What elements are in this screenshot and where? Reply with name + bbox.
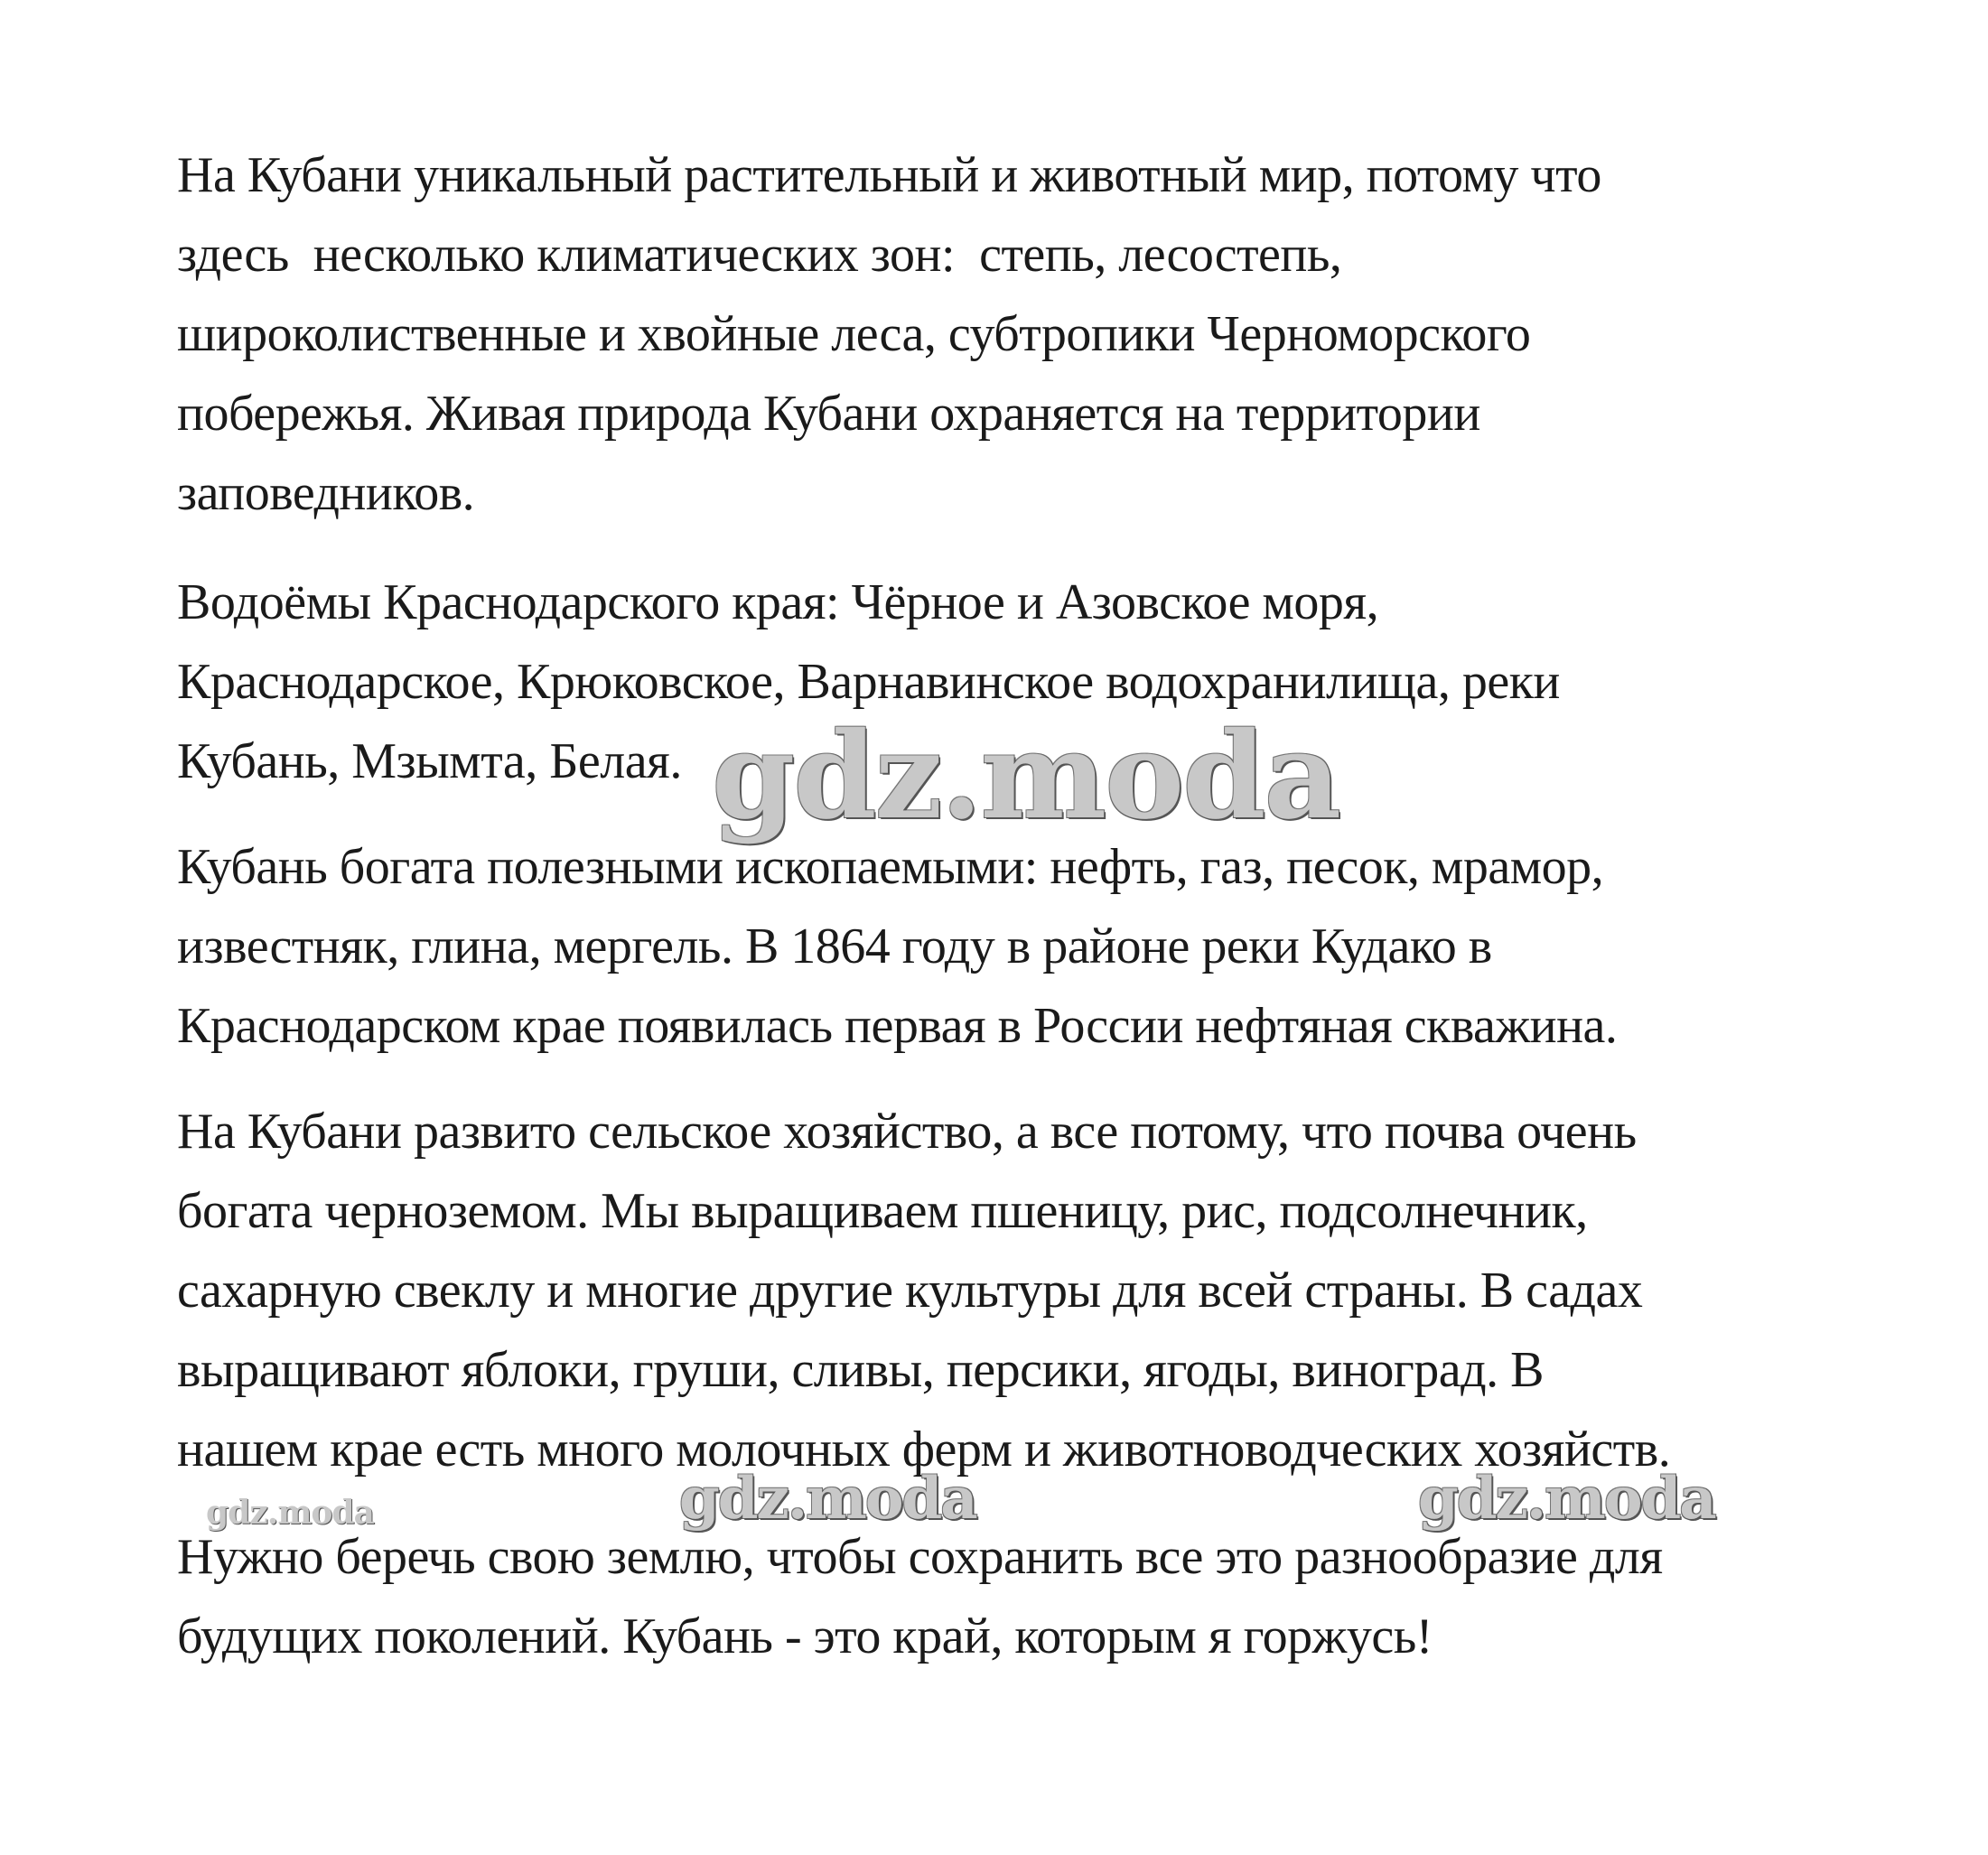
paragraph-line: выращивают яблоки, груши, сливы, персики, ягоды, виноград. В — [177, 1342, 1544, 1398]
paragraph-line: Краснодарском крае появилась первая в России нефтяная скважина. — [177, 998, 1618, 1054]
paragraph-line: На Кубани развито сельское хозяйство, а все потому, что почва очень — [177, 1104, 1637, 1160]
paragraph-line: На Кубани уникальный растительный и животный мир, потому что — [177, 147, 1601, 203]
paragraph-line: Водоёмы Краснодарского края: Чёрное и Азовское моря, — [177, 574, 1379, 630]
paragraph-line: Нужно беречь свою землю, чтобы сохранить все это разнообразие для — [177, 1529, 1663, 1585]
watermark-small-left: gdz.moda — [206, 1494, 374, 1532]
paragraph-conclusion — [177, 1517, 1893, 1676]
watermark-center: gdz.moda — [679, 1465, 976, 1533]
paragraph-line: заповедников. — [177, 465, 475, 521]
paragraph-line: сахарную свеклу и многие другие культуры для всей страны. В садах — [177, 1263, 1643, 1319]
watermark-large: gdz.moda — [712, 706, 1340, 846]
paragraph-minerals — [177, 827, 1893, 1066]
paragraph-line: широколиственные и хвойные леса, субтропики Черноморского — [177, 306, 1531, 362]
paragraph-flora-fauna — [177, 135, 1893, 533]
paragraph-line: здесь несколько климатических зон: степь, лесостепь, — [177, 227, 1342, 283]
paragraph-line: известняк, глина, мергель. В 1864 году в районе реки Кудако в — [177, 918, 1492, 974]
watermark-right: gdz.moda — [1418, 1465, 1715, 1533]
paragraph-line: Кубань, Мзымта, Белая. — [177, 733, 682, 789]
paragraph-line: Краснодарское, Крюковское, Варнавинское водохранилища, реки — [177, 654, 1560, 710]
paragraph-line: нашем крае есть много молочных ферм и животноводческих хозяйств. — [177, 1422, 1671, 1477]
paragraph-line: будущих поколений. Кубань - это край, которым я горжусь! — [177, 1608, 1433, 1664]
paragraph-line: побережья. Живая природа Кубани охраняется на территории — [177, 386, 1480, 442]
paragraph-line: Кубань богата полезными ископаемыми: нефть, газ, песок, мрамор, — [177, 839, 1604, 895]
paragraph-agriculture — [177, 1092, 1893, 1489]
paragraph-line: богата черноземом. Мы выращиваем пшеницу, рис, подсолнечник, — [177, 1183, 1588, 1239]
